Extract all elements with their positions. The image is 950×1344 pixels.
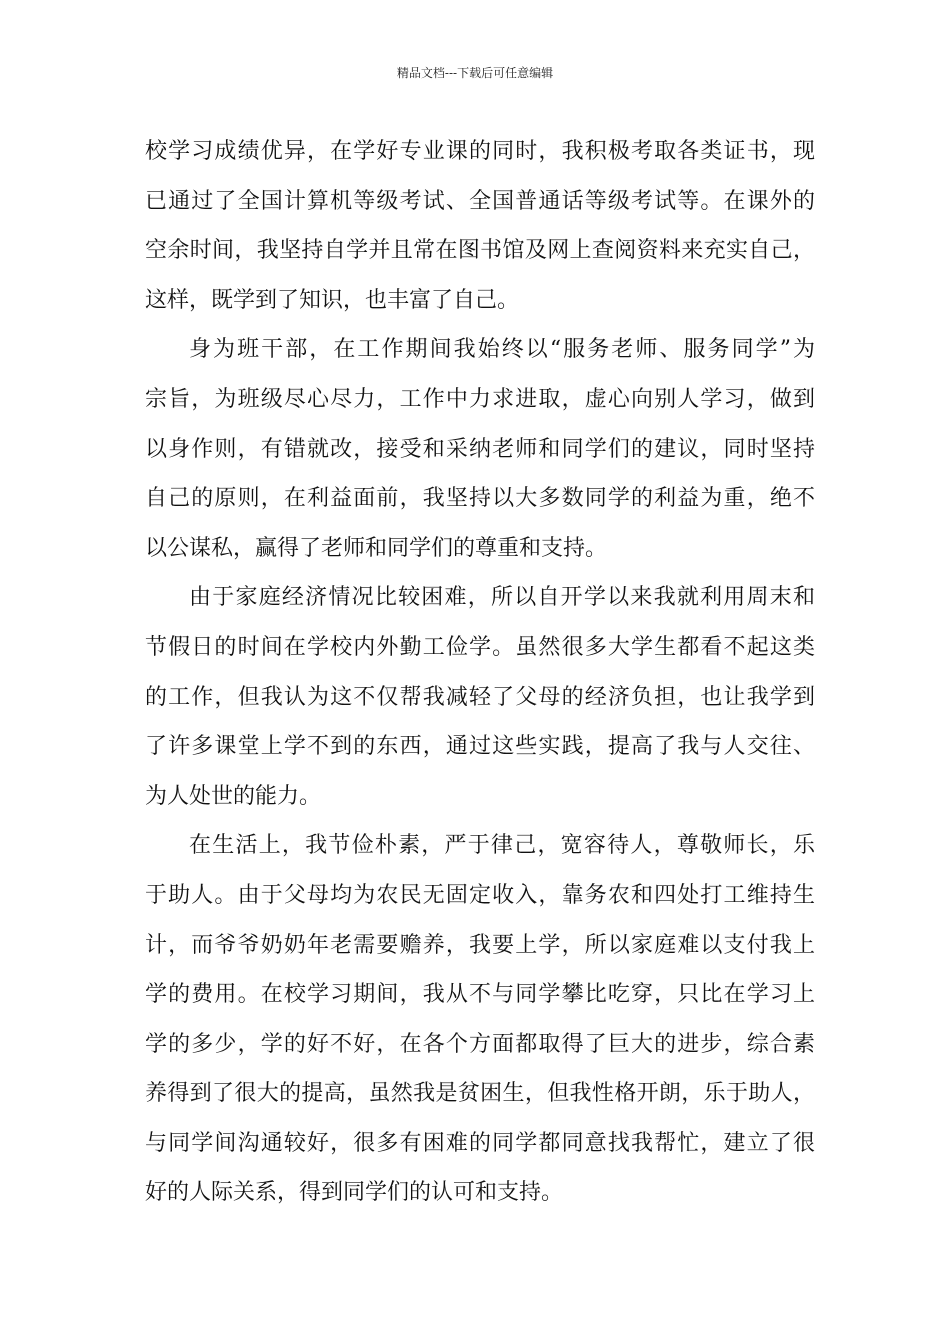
text-line: 以身作则，有错就改，接受和采纳老师和同学们的建议，同时坚持 (145, 436, 815, 462)
text-line: 身为班干部，在工作期间我始终以“服务老师、服务同学”为 (189, 337, 815, 363)
text-line: 学的费用。在校学习期间，我从不与同学攀比吃穿，只比在学习上 (145, 982, 815, 1008)
text-line: 由于家庭经济情况比较困难，所以自开学以来我就利用周末和 (189, 585, 815, 611)
text-line: 节假日的时间在学校内外勤工俭学。虽然很多大学生都看不起这类 (145, 634, 815, 660)
text-line: 好的人际关系，得到同学们的认可和支持。 (145, 1180, 564, 1206)
text-line: 在生活上，我节俭朴素，严于律己，宽容待人，尊敬师长，乐 (189, 833, 815, 859)
text-line: 这样，既学到了知识，也丰富了自己。 (145, 287, 520, 313)
text-line: 自己的原则，在利益面前，我坚持以大多数同学的利益为重，绝不 (145, 486, 815, 512)
text-line: 于助人。由于父母均为农民无固定收入，靠务农和四处打工维持生 (145, 882, 815, 908)
text-line: 的工作，但我认为这不仅帮我减轻了父母的经济负担，也让我学到 (145, 684, 815, 710)
text-line: 空余时间，我坚持自学并且常在图书馆及网上查阅资料来充实自己， (145, 238, 815, 264)
text-line: 养得到了很大的提高，虽然我是贫困生，但我性格开朗，乐于助人， (145, 1081, 815, 1107)
text-line: 已通过了全国计算机等级考试、全国普通话等级考试等。在课外的 (145, 188, 815, 214)
body-text (145, 127, 815, 1218)
text-line: 校学习成绩优异，在学好专业课的同时，我积极考取各类证书，现 (145, 139, 815, 164)
text-line: 计，而爷爷奶奶年老需要赡养，我要上学，所以家庭难以支付我上 (145, 932, 815, 958)
text-line: 为人处世的能力。 (145, 783, 322, 809)
text-line: 与同学间沟通较好，很多有困难的同学都同意找我帮忙，建立了很 (145, 1130, 815, 1156)
page-header: 精品文档---下载后可任意编辑 (396, 66, 554, 80)
text-line: 以公谋私，赢得了老师和同学们的尊重和支持。 (145, 535, 608, 561)
text-line: 学的多少，学的好不好，在各个方面都取得了巨大的进步，综合素 (145, 1031, 815, 1057)
text-line: 了许多课堂上学不到的东西，通过这些实践，提高了我与人交往、 (145, 734, 815, 760)
text-line: 宗旨，为班级尽心尽力，工作中力求进取，虚心向别人学习，做到 (145, 386, 815, 412)
